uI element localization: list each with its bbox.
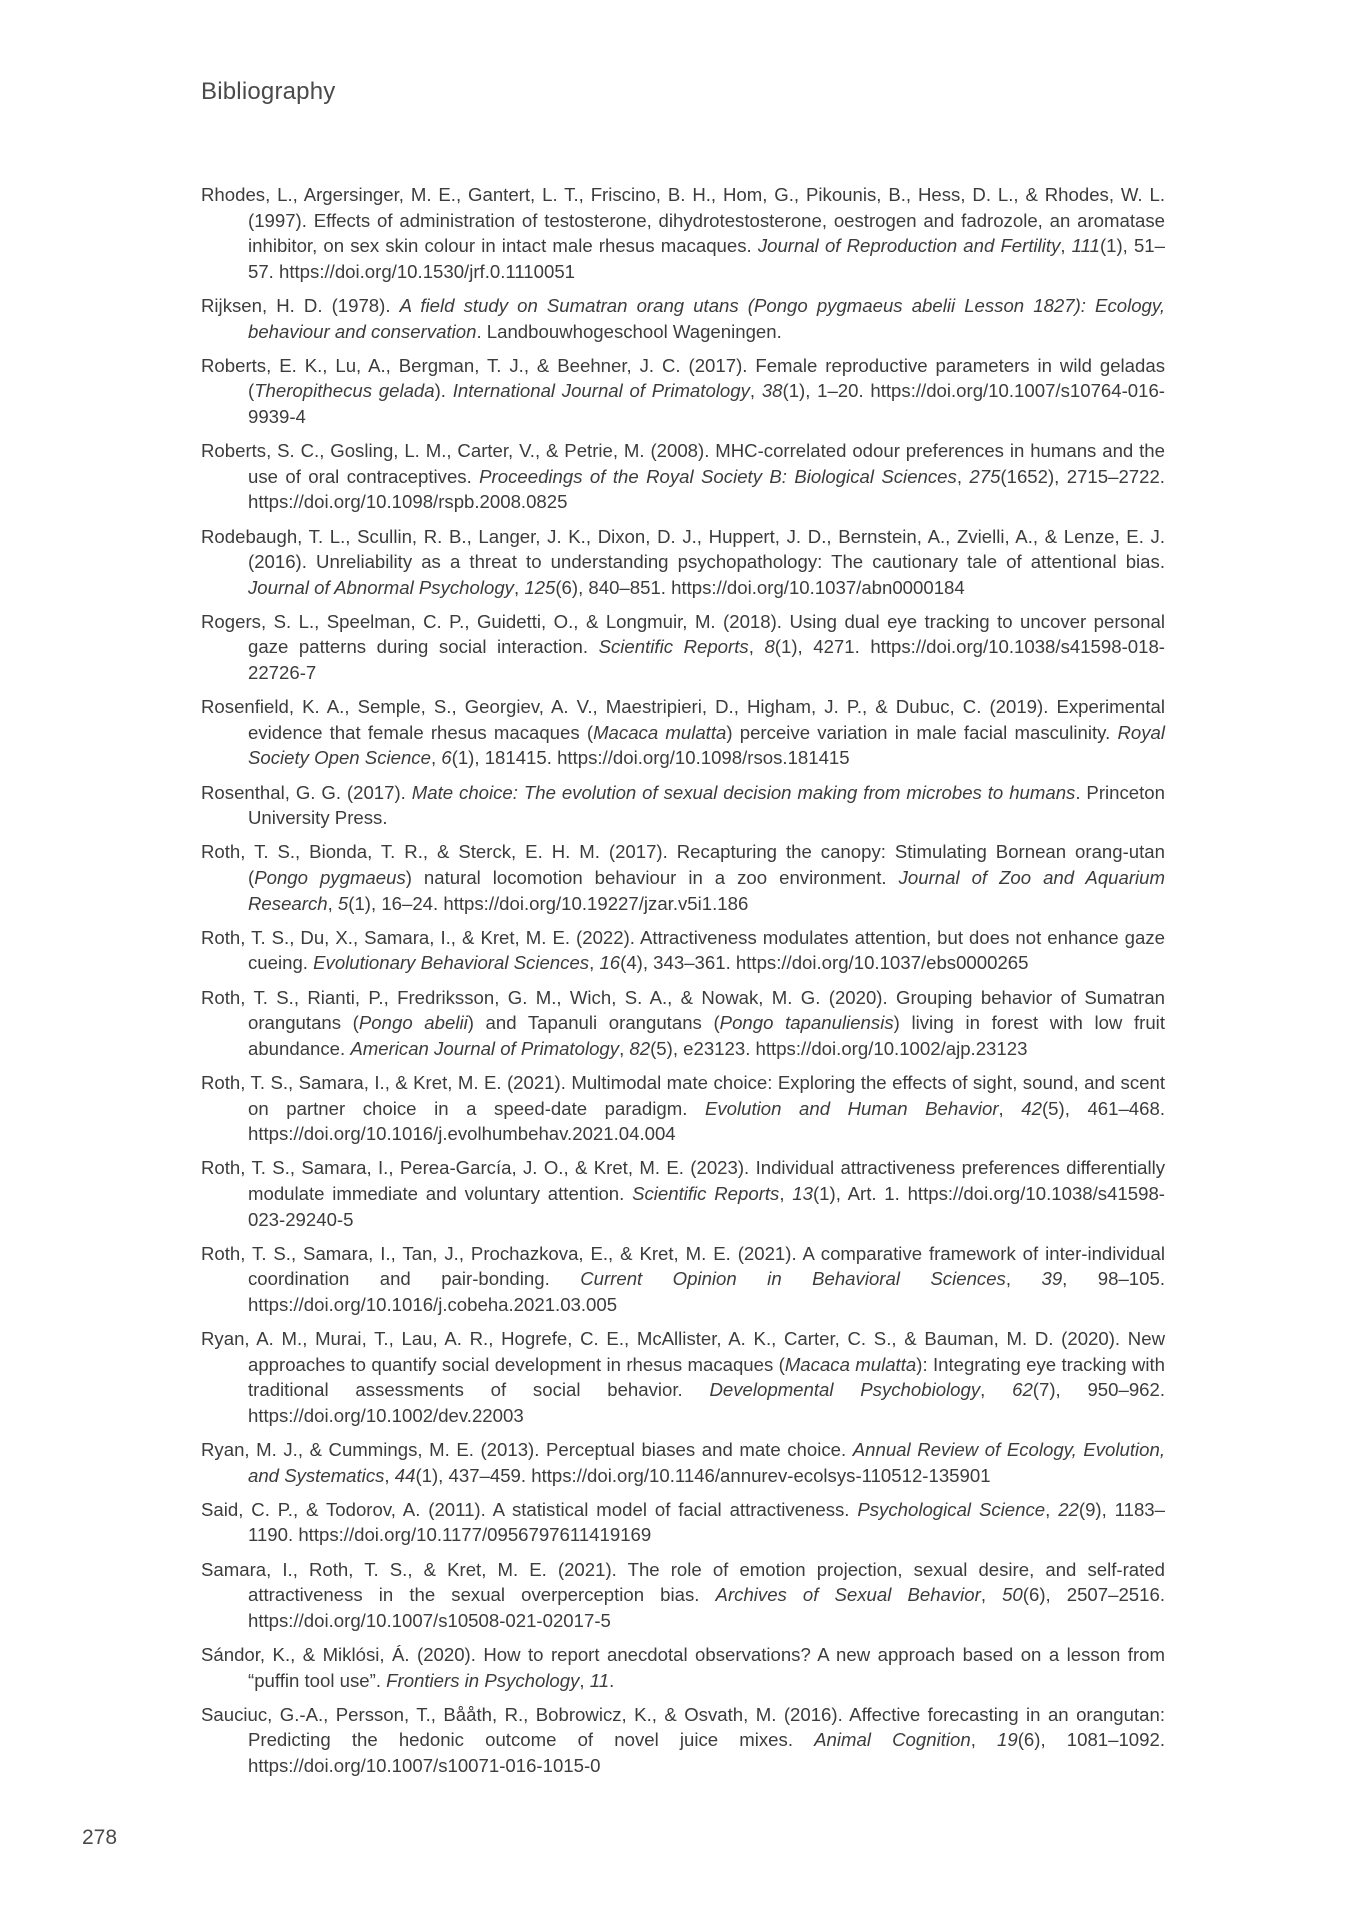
reference-italic-text: Journal of Zoo and Aquarium Research <box>248 867 1165 914</box>
reference-italic-text: Developmental Psychobiology <box>709 1379 981 1401</box>
reference-entry <box>201 1557 1165 1634</box>
reference-text: (6), 1081–1092. https://doi.org/10.1007/s10071-016-1015-0 <box>248 1729 1165 1776</box>
reference-italic-text: 6 <box>441 747 452 769</box>
reference-italic-text: Macaca mulatta <box>784 1353 917 1375</box>
reference-italic-text: Animal Cognition <box>814 1729 971 1751</box>
reference-entry <box>201 1241 1165 1318</box>
reference-text: (1), Art. 1. https://doi.org/10.1038/s41598-023-29240-5 <box>248 1182 1165 1230</box>
reference-entry <box>201 1437 1165 1488</box>
reference-text: , <box>327 892 338 914</box>
reference-text: (1), 1–20. https://doi.org/10.1007/s10764-016-9939-4 <box>248 380 1165 427</box>
reference-italic-text: 19 <box>997 1729 1018 1751</box>
reference-entry <box>201 839 1165 916</box>
reference-entry <box>201 1070 1165 1147</box>
reference-italic-text: Current Opinion in Behavioral Sciences <box>580 1268 1006 1290</box>
reference-text: , <box>1060 235 1072 257</box>
reference-text: (6), 2507–2516. https://doi.org/10.1007/s10508-021-02017-5 <box>248 1584 1165 1631</box>
reference-entry <box>201 1326 1165 1428</box>
reference-text: , <box>998 1097 1022 1119</box>
reference-italic-text: 16 <box>599 952 621 974</box>
reference-text: Rogers, S. L., Speelman, C. P., Guidetti, O., & Longmuir, M. (2018). Using dual eye tracking to uncover personal gaze patterns during social interaction. <box>201 610 1165 658</box>
reference-text: ). <box>434 380 453 402</box>
reference-italic-text: 82 <box>629 1037 651 1059</box>
reference-italic-text: 111 <box>1071 235 1100 257</box>
reference-italic-text: 44 <box>394 1464 416 1486</box>
reference-italic-text: Pongo tapanuliensis <box>719 1012 894 1034</box>
reference-text: (1), 16–24. https://doi.org/10.19227/jzar.v5i1.186 <box>348 892 749 914</box>
reference-text: , <box>779 1182 793 1204</box>
reference-italic-text: Macaca mulatta <box>593 721 727 743</box>
reference-text: Said, C. P., & Todorov, A. (2011). A statistical model of facial attractiveness. <box>201 1498 858 1520</box>
reference-text: , <box>513 576 525 598</box>
reference-text: (6), 840–851. https://doi.org/10.1037/abn0000184 <box>555 576 965 598</box>
reference-italic-text: 50 <box>1002 1584 1023 1606</box>
reference-text: , <box>1005 1268 1042 1290</box>
reference-text: , <box>430 747 442 769</box>
reference-text: (7), 950–962. https://doi.org/10.1002/dev.22003 <box>248 1379 1166 1426</box>
reference-text: Ryan, M. J., & Cummings, M. E. (2013). Perceptual biases and mate choice. <box>201 1439 853 1461</box>
reference-text: , <box>956 465 970 487</box>
reference-text: . <box>609 1669 615 1691</box>
reference-text: , <box>748 636 765 658</box>
reference-text: ) living in forest with low fruit abundance. <box>248 1012 1165 1059</box>
reference-text: (9), 1183–1190. https://doi.org/10.1177/0956797611419169 <box>248 1498 1165 1546</box>
reference-text: Rodebaugh, T. L., Scullin, R. B., Langer, J. K., Dixon, D. J., Huppert, J. D., Bernstein, A., Zvielli, A., & Lenze, E. J. (2016). Unreliability as a threat to understanding psychopathology: The cautionary tale of attentional bias. <box>201 525 1165 573</box>
reference-text: Roth, T. S., Samara, I., Perea-García, J. O., & Kret, M. E. (2023). Individual attractiveness preferences differentially modulate immediate and voluntary attention. <box>201 1157 1165 1204</box>
reference-italic-text: Royal Society Open Science <box>248 721 1166 769</box>
reference-entry <box>201 1642 1165 1693</box>
running-head: Bibliography <box>201 78 336 105</box>
reference-text: Sauciuc, G.-A., Persson, T., Bååth, R., Bobrowicz, K., & Osvath, M. (2016). Affective forecasting in an orangutan: Predicting the hedonic outcome of novel juice mixes. <box>201 1703 1165 1751</box>
reference-italic-text: Mate choice: The evolution of sexual decision making from microbes to humans <box>411 781 1076 803</box>
reference-text: Rhodes, L., Argersinger, M. E., Gantert, L. T., Friscino, B. H., Hom, G., Pikounis, B., Hess, D. L., & Rhodes, W. L. (1997). Effects of administration of testosterone, dihydrotestosterone, oestrogen and fadrozole, an aromatase inhibitor, on sex skin colour in intact male rhesus macaques. <box>201 184 1165 257</box>
reference-italic-text: International Journal of Primatology <box>452 380 750 402</box>
reference-italic-text: 42 <box>1021 1097 1042 1119</box>
reference-text: (1), 181415. https://doi.org/10.1098/rsos.181415 <box>451 747 850 769</box>
reference-italic-text: 13 <box>792 1182 813 1204</box>
reference-text: (1), 51–57. https://doi.org/10.1530/jrf.0.1110051 <box>248 235 1165 282</box>
reference-text: ) natural locomotion behaviour in a zoo environment. <box>405 867 899 888</box>
reference-italic-text: 39 <box>1041 1268 1063 1290</box>
reference-text: ) perceive variation in male facial masculinity. <box>726 721 1118 743</box>
reference-italic-text: Journal of Reproduction and Fertility <box>757 235 1061 257</box>
reference-entry <box>201 182 1165 284</box>
reference-text: Roth, T. S., Bionda, T. R., & Sterck, E. H. M. (2017). Recapturing the canopy: Stimulating Bornean orang-utan ( <box>201 841 1165 888</box>
reference-italic-text: 5 <box>337 892 349 914</box>
reference-text: Roberts, S. C., Gosling, L. M., Carter, V., & Petrie, M. (2008). MHC-correlated odour preferences in humans and the use of oral contraceptives. <box>201 440 1165 487</box>
reference-italic-text: Frontiers in Psychology <box>386 1669 580 1691</box>
reference-text: , <box>384 1464 395 1486</box>
reference-text: , <box>619 1037 630 1059</box>
reference-text: (4), 343–361. https://doi.org/10.1037/ebs0000265 <box>620 952 1029 974</box>
reference-text: Samara, I., Roth, T. S., & Kret, M. E. (2021). The role of emotion projection, sexual desire, and self-rated attractiveness in the sexual overperception bias. <box>201 1558 1165 1606</box>
reference-text: Rosenthal, G. G. (2017). <box>201 781 412 803</box>
reference-text: (5), e23123. https://doi.org/10.1002/ajp.23123 <box>650 1037 1028 1059</box>
reference-italic-text: Scientific Reports <box>632 1182 780 1204</box>
reference-italic-text: 11 <box>589 1669 610 1691</box>
reference-entry <box>201 293 1165 344</box>
reference-italic-text: 38 <box>761 380 783 402</box>
reference-italic-text: 62 <box>1012 1379 1033 1401</box>
reference-entry <box>201 985 1165 1062</box>
reference-text: (1), 4271. https://doi.org/10.1038/s41598-018-22726-7 <box>248 636 1165 684</box>
reference-text: Roth, T. S., Rianti, P., Fredriksson, G. M., Wich, S. A., & Nowak, M. G. (2020). Grouping behavior of Sumatran orangutans ( <box>201 986 1165 1034</box>
reference-italic-text: Archives of Sexual Behavior <box>715 1584 981 1606</box>
page-number: 278 <box>82 1826 118 1849</box>
reference-italic-text: Annual Review of Ecology, Evolution, and Systematics <box>248 1439 1165 1486</box>
reference-text: . Princeton University Press. <box>248 781 1165 829</box>
reference-entry <box>201 925 1165 976</box>
reference-text: . Landbouwhogeschool Wageningen. <box>476 320 782 342</box>
reference-italic-text: 275 <box>969 465 1001 487</box>
reference-italic-text: Pongo abelii <box>358 1012 468 1034</box>
reference-entry <box>201 1702 1165 1779</box>
reference-entry <box>201 694 1165 771</box>
reference-italic-text: Evolutionary Behavioral Sciences <box>313 952 590 974</box>
reference-entry <box>201 524 1165 601</box>
reference-italic-text: Journal of Abnormal Psychology <box>248 576 514 598</box>
reference-text: , <box>1045 1498 1059 1520</box>
reference-italic-text: 8 <box>764 636 775 658</box>
reference-text: (1652), 2715–2722. https://doi.org/10.1098/rspb.2008.0825 <box>248 465 1165 513</box>
reference-text: Ryan, A. M., Murai, T., Lau, A. R., Hogrefe, C. E., McAllister, A. K., Carter, C. S., & Bauman, M. D. (2020). New approaches to quantify social development in rhesus macaques ( <box>201 1328 1165 1375</box>
reference-italic-text: American Journal of Primatology <box>350 1037 620 1059</box>
reference-text: Rijksen, H. D. (1978). <box>201 294 400 316</box>
reference-entry <box>201 438 1165 515</box>
reference-italic-text: Theropithecus gelada <box>254 380 435 402</box>
reference-italic-text: Evolution and Human Behavior <box>704 1097 999 1119</box>
reference-entry <box>201 780 1165 831</box>
reference-text: Roth, T. S., Samara, I., & Kret, M. E. (2021). Multimodal mate choice: Exploring the effects of sight, sound, and scent on partner choice in a speed-date paradigm. <box>201 1071 1165 1119</box>
reference-italic-text: Scientific Reports <box>598 636 749 658</box>
reference-italic-text: Psychological Science <box>857 1498 1046 1520</box>
reference-italic-text: A field study on Sumatran orang utans (Pongo pygmaeus abelii Lesson 1827): Ecology, behaviour and conservation <box>248 294 1165 342</box>
reference-italic-text: Proceedings of the Royal Society B: Biological Sciences <box>479 465 957 487</box>
reference-text: ): Integrating eye tracking with traditional assessments of social behavior. <box>248 1353 1165 1401</box>
reference-text: Roth, T. S., Du, X., Samara, I., & Kret, M. E. (2022). Attractiveness modulates attention, but does not enhance gaze cueing. <box>201 926 1165 974</box>
reference-text: Roth, T. S., Samara, I., Tan, J., Prochazkova, E., & Kret, M. E. (2021). A comparative framework of inter-individual coordination and pair-bonding. <box>201 1242 1165 1290</box>
reference-entry <box>201 609 1165 686</box>
reference-text: (1), 437–459. https://doi.org/10.1146/annurev-ecolsys-110512-135901 <box>415 1464 991 1486</box>
reference-text: , <box>579 1669 590 1691</box>
reference-text: , <box>749 380 762 402</box>
reference-text: , <box>589 952 600 974</box>
reference-text: , <box>980 1584 1003 1606</box>
reference-list <box>201 182 1165 1787</box>
reference-text: Roberts, E. K., Lu, A., Bergman, T. J., & Beehner, J. C. (2017). Female reproductive parameters in wild geladas ( <box>201 354 1165 402</box>
reference-entry <box>201 1155 1165 1232</box>
reference-text: ) and Tapanuli orangutans ( <box>467 1012 720 1034</box>
reference-text: , 98–105. https://doi.org/10.1016/j.cobeha.2021.03.005 <box>248 1268 1165 1315</box>
reference-italic-text: Pongo pygmaeus <box>254 867 406 888</box>
reference-text: , <box>970 1729 998 1751</box>
reference-text: (5), 461–468. https://doi.org/10.1016/j.evolhumbehav.2021.04.004 <box>248 1097 1165 1145</box>
reference-text: , <box>980 1379 1013 1401</box>
reference-italic-text: 125 <box>524 576 556 598</box>
reference-italic-text: 22 <box>1058 1498 1079 1520</box>
reference-text: Rosenfield, K. A., Semple, S., Georgiev, A. V., Maestripieri, D., Higham, J. P., & Dubuc, C. (2019). Experimental evidence that female rhesus macaques ( <box>201 696 1165 743</box>
reference-entry <box>201 1497 1165 1548</box>
reference-entry <box>201 353 1165 430</box>
reference-text: Sándor, K., & Miklósi, Á. (2020). How to report anecdotal observations? A new approach based on a lesson from “puffin tool use”. <box>201 1643 1165 1691</box>
